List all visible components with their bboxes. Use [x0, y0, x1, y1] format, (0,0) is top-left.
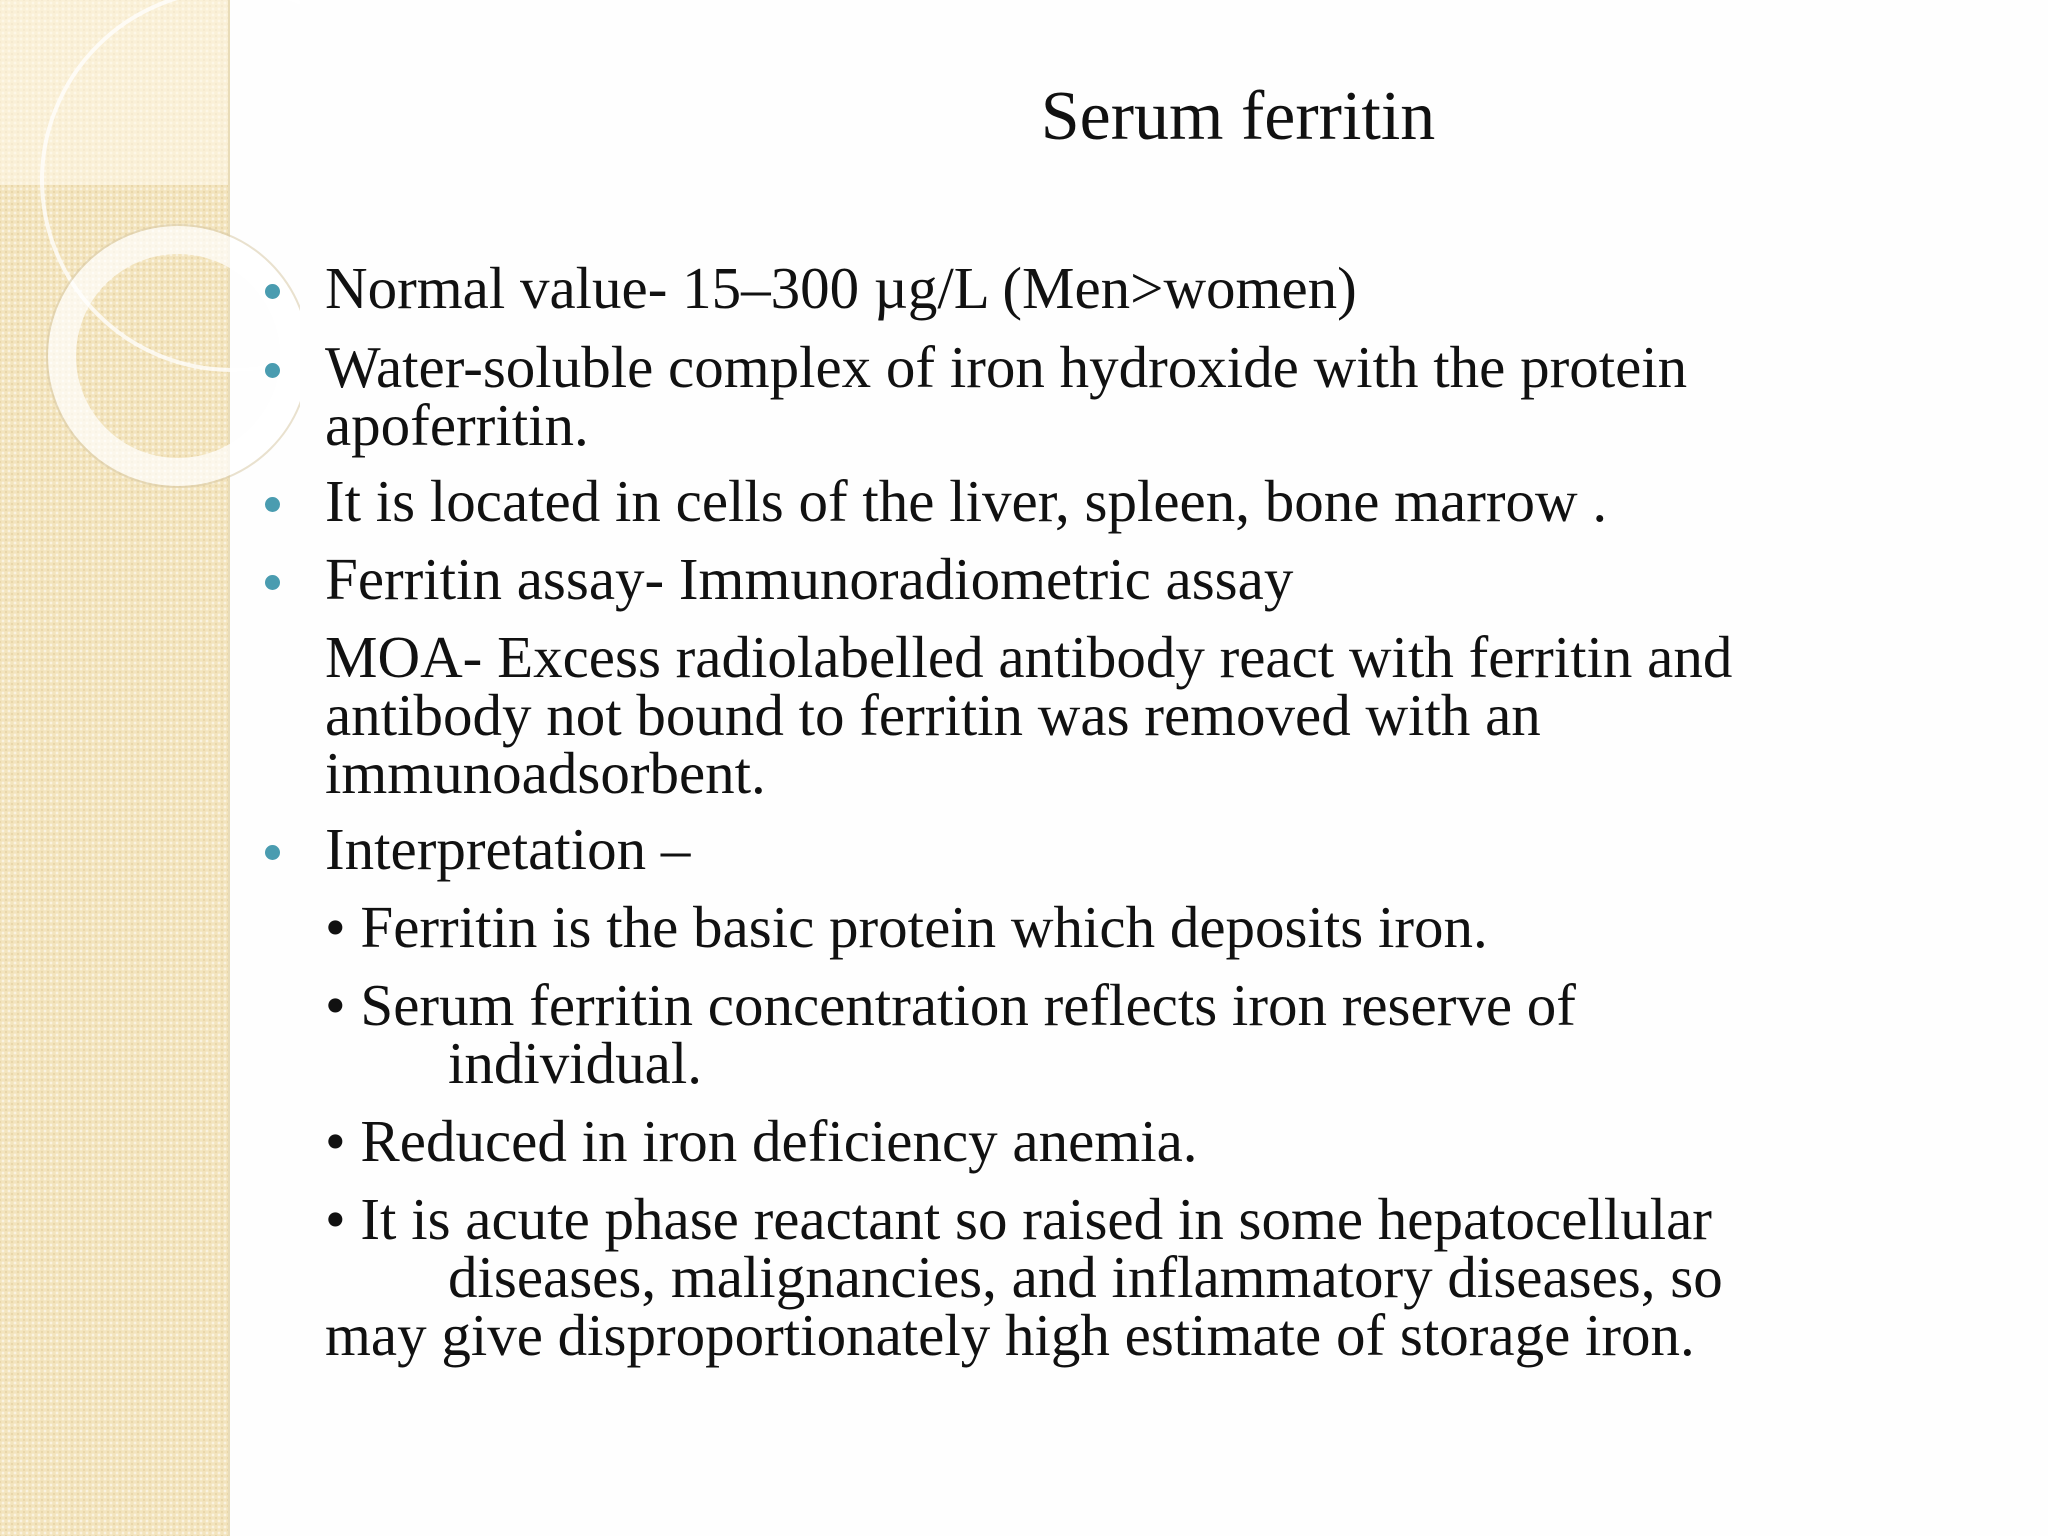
interpretation-item	[325, 894, 2025, 960]
interpretation-item-continuation	[325, 1030, 2025, 1096]
decorative-side-band	[0, 0, 230, 1536]
interpretation-text-line: may give disproportionately high estimate of storage iron.	[325, 1302, 1695, 1368]
bullet-list	[325, 255, 2025, 1368]
interpretation-item	[325, 1186, 2025, 1252]
interpretation-item	[325, 1108, 2025, 1174]
bullet-normal-value	[325, 255, 2025, 321]
moa-paragraph-line	[325, 624, 2025, 690]
bullet-composition	[325, 334, 2025, 400]
interpretation-text-line: diseases, malignancies, and inflammatory diseases, so	[448, 1244, 1723, 1310]
bullet-text: It is located in cells of the liver, spleen, bone marrow .	[325, 468, 1608, 534]
interpretation-text-line: individual.	[448, 1030, 703, 1096]
bullet-ferritin-assay	[325, 546, 2025, 612]
slide-content-area	[228, 0, 2048, 1536]
bullet-dot-icon	[265, 845, 280, 860]
interpretation-text-line: • It is acute phase reactant so raised in some hepatocellular	[325, 1186, 1712, 1252]
bullet-location	[325, 468, 2025, 534]
bullet-text-line: apoferritin.	[325, 392, 589, 458]
moa-text-line: immunoadsorbent.	[325, 740, 766, 806]
moa-paragraph-line	[325, 682, 2025, 748]
interpretation-item-continuation	[325, 1244, 2025, 1310]
interpretation-text: • Ferritin is the basic protein which deposits iron.	[325, 894, 1488, 960]
bullet-text: Normal value- 15–300 µg/L (Men>women)	[325, 255, 1357, 321]
slide-title: Serum ferritin	[1040, 78, 1436, 155]
interpretation-item-continuation	[325, 1302, 2025, 1368]
moa-text-line: antibody not bound to ferritin was removed with an	[325, 682, 1541, 748]
interpretation-text: • Reduced in iron deficiency anemia.	[325, 1108, 1198, 1174]
bullet-dot-icon	[265, 575, 280, 590]
bullet-text: Interpretation –	[325, 816, 691, 882]
bullet-interpretation	[325, 816, 2025, 882]
moa-paragraph-line	[325, 740, 2025, 806]
bullet-composition-continuation	[325, 392, 2025, 458]
interpretation-item	[325, 972, 2025, 1038]
bullet-dot-icon	[265, 284, 280, 299]
bullet-dot-icon	[265, 363, 280, 378]
moa-text-line: MOA- Excess radiolabelled antibody react with ferritin and	[325, 624, 1733, 690]
bullet-dot-icon	[265, 497, 280, 512]
interpretation-text-line: • Serum ferritin concentration reflects iron reserve of	[325, 972, 1576, 1038]
bullet-text-line: Water-soluble complex of iron hydroxide with the protein	[325, 334, 1688, 400]
bullet-text: Ferritin assay- Immunoradiometric assay	[325, 546, 1294, 612]
